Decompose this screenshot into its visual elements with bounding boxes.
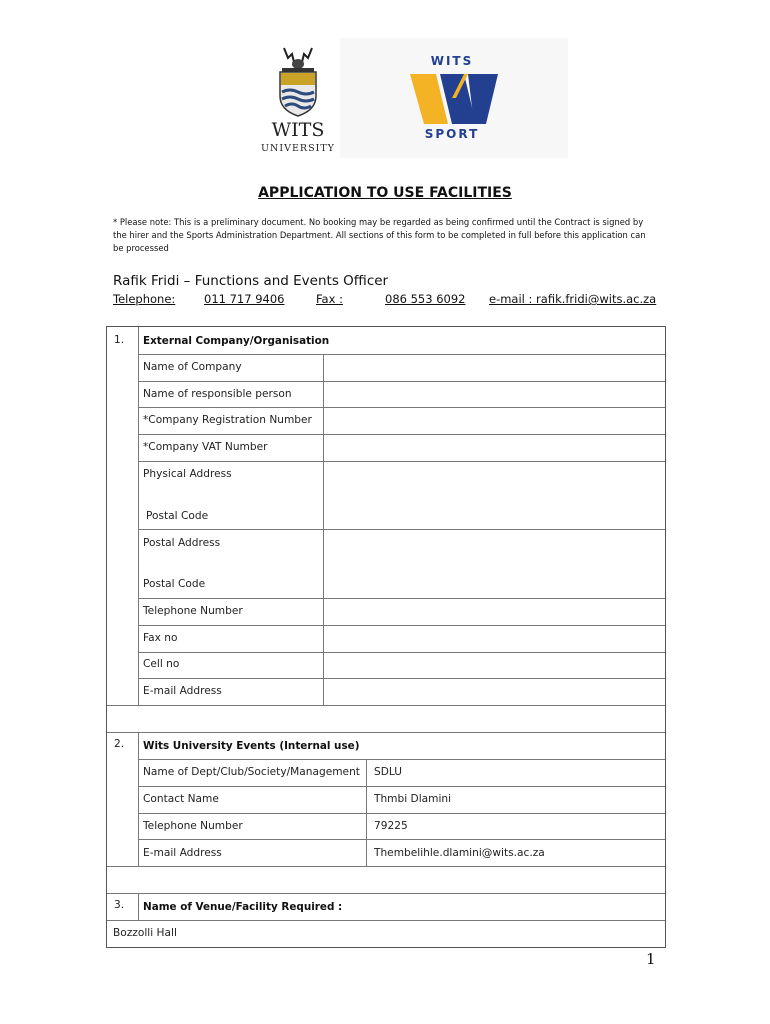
contact-officer: Rafik Fridi – Functions and Events Officer — [113, 273, 389, 289]
svg-text:WITS: WITS — [271, 119, 325, 141]
preliminary-note: * Please note: This is a preliminary document. No booking may be regarded as being confirmed until the Contract is signed by the hirer and the Sports Administration Department. All sections of this form to be completed in full before this application can be processed — [113, 217, 646, 253]
fax-number-label: Fax no — [143, 632, 178, 644]
wits-university-logo — [248, 44, 348, 156]
telephone-label: Telephone: — [113, 292, 176, 306]
svg-text:WITS: WITS — [430, 54, 474, 68]
company-name-label: Name of Company — [143, 361, 242, 373]
telephone-value: 011 717 9406 — [204, 292, 285, 306]
crest-icon — [248, 44, 348, 156]
telephone-number-label: Telephone Number — [143, 605, 243, 617]
internal-email-label: E-mail Address — [143, 847, 222, 859]
section-3-number: 3. — [114, 899, 125, 911]
email-address-label: E-mail Address — [143, 685, 222, 697]
section-1-number: 1. — [114, 334, 125, 346]
contact-name-label: Contact Name — [143, 793, 219, 805]
sport-w-icon — [340, 38, 568, 158]
cell-number-label: Cell no — [143, 658, 180, 670]
vat-number-label: *Company VAT Number — [143, 441, 268, 453]
physical-address-label: Physical Address — [143, 468, 232, 480]
physical-postal-code-label: Postal Code — [146, 510, 209, 522]
svg-text:SPORT: SPORT — [424, 127, 480, 141]
venue-value: Bozzolli Hall — [113, 927, 177, 939]
internal-telephone-value: 79225 — [374, 820, 408, 832]
internal-email-value: Thembelihle.dlamini@wits.ac.za — [374, 847, 545, 859]
internal-telephone-label: Telephone Number — [143, 820, 243, 832]
responsible-person-label: Name of responsible person — [143, 388, 292, 400]
fax-label: Fax : — [316, 292, 343, 306]
registration-number-label: *Company Registration Number — [143, 414, 312, 426]
svg-text:UNIVERSITY: UNIVERSITY — [261, 143, 335, 154]
section-3-heading: Name of Venue/Facility Required : — [143, 901, 343, 913]
contact-name-value: Thmbi Dlamini — [374, 793, 452, 805]
dept-value: SDLU — [374, 766, 403, 778]
page-number: 1 — [646, 950, 656, 968]
page-title: APPLICATION TO USE FACILITIES — [258, 185, 512, 201]
postal-address-label: Postal Address — [143, 537, 221, 549]
section-2-heading: Wits University Events (Internal use) — [143, 740, 360, 752]
dept-label: Name of Dept/Club/Society/Management — [143, 766, 360, 778]
application-form-table — [106, 326, 666, 948]
fax-value: 086 553 6092 — [385, 292, 466, 306]
section-2-number: 2. — [114, 738, 125, 750]
section-1-heading: External Company/Organisation — [143, 335, 330, 347]
email-contact: e-mail : rafik.fridi@wits.ac.za — [489, 292, 657, 306]
postal-code-label: Postal Code — [143, 578, 206, 590]
wits-sport-logo — [340, 38, 568, 158]
